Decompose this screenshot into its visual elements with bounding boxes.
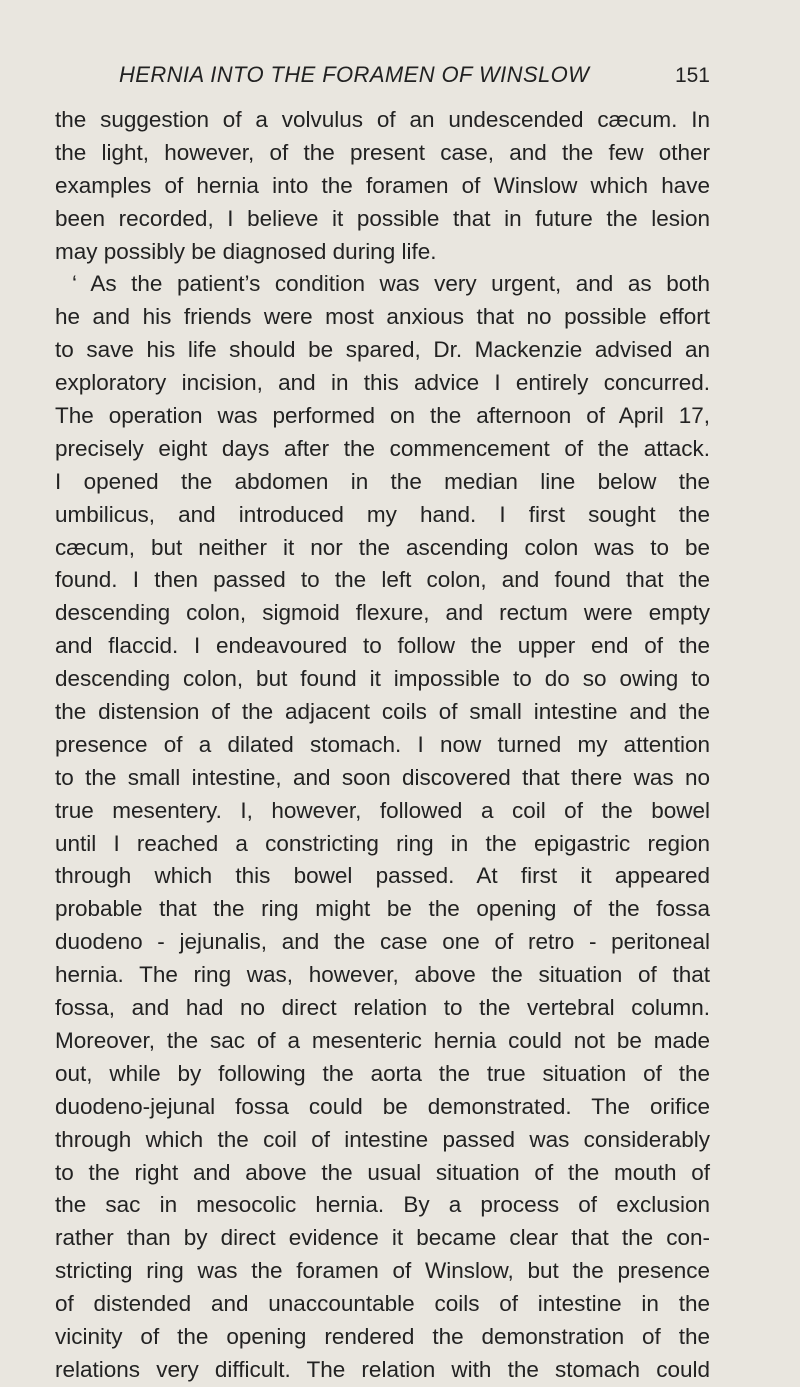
- text-line: through which this bowel passed. At first it appeared: [55, 863, 710, 889]
- text-line: exploratory incision, and in this advice I entirely concurred.: [55, 370, 710, 396]
- text-line: The operation was performed on the afternoon of April 17,: [55, 403, 710, 429]
- text-line: the light, however, of the present case, and the few other: [55, 139, 710, 165]
- text-line: the distension of the adjacent coils of small intestine and the: [55, 699, 710, 725]
- text-line: fossa, and had no direct relation to the vertebral column.: [55, 995, 710, 1021]
- text-line: to the small intestine, and soon discovered that there was no: [55, 764, 710, 790]
- text-line: to the right and above the usual situation of the mouth of: [55, 1159, 710, 1185]
- text-line: ‘ As the patient’s condition was very urgent, and as both: [72, 271, 710, 297]
- running-head: [55, 60, 710, 94]
- text-line: out, while by following the aorta the true situation of the: [55, 1060, 710, 1086]
- text-line: hernia. The ring was, however, above the situation of that: [55, 962, 710, 988]
- text-line: duodeno-jejunal fossa could be demonstrated. The orifice: [55, 1093, 710, 1119]
- text-line: rather than by direct evidence it became clear that the con-: [55, 1225, 710, 1251]
- text-line: relations very difficult. The relation with the stomach could: [55, 1356, 710, 1382]
- text-line: found. I then passed to the left colon, and found that the: [55, 567, 710, 593]
- text-line: through which the coil of intestine passed was considerably: [55, 1126, 710, 1152]
- text-line: umbilicus, and introduced my hand. I first sought the: [55, 501, 710, 527]
- text-line: I opened the abdomen in the median line below the: [55, 468, 710, 494]
- text-line: true mesentery. I, however, followed a coil of the bowel: [55, 797, 710, 823]
- text-line: and flaccid. I endeavoured to follow the upper end of the: [55, 633, 710, 659]
- text-line: Moreover, the sac of a mesenteric hernia could not be made: [55, 1027, 710, 1053]
- text-line: vicinity of the opening rendered the demonstration of the: [55, 1323, 710, 1349]
- text-line: the sac in mesocolic hernia. By a process of exclusion: [55, 1192, 710, 1218]
- text-line: may possibly be diagnosed during life.: [55, 238, 437, 264]
- body-text: [55, 104, 710, 1387]
- text-line: cæcum, but neither it nor the ascending colon was to be: [55, 534, 710, 560]
- text-line: the suggestion of a volvulus of an undescended cæcum. In: [55, 107, 710, 132]
- text-line: been recorded, I believe it possible that in future the lesion: [55, 205, 710, 231]
- text-line: probable that the ring might be the opening of the fossa: [55, 896, 710, 922]
- text-line: until I reached a constricting ring in the epigastric region: [55, 830, 710, 856]
- text-line: presence of a dilated stomach. I now turned my attention: [55, 731, 710, 757]
- text-line: stricting ring was the foramen of Winslow, but the presence: [55, 1258, 710, 1284]
- text-line: he and his friends were most anxious that no possible effort: [55, 304, 710, 330]
- text-line: examples of hernia into the foramen of Winslow which have: [55, 172, 710, 198]
- text-line: precisely eight days after the commencement of the attack.: [55, 435, 710, 461]
- page-number: 151: [674, 64, 710, 87]
- text-line: descending colon, but found it impossible to do so owing to: [55, 666, 710, 692]
- text-line: duodeno - jejunalis, and the case one of retro - peritoneal: [55, 929, 710, 955]
- text-line: of distended and unaccountable coils of intestine in the: [55, 1291, 710, 1317]
- text-line: descending colon, sigmoid flexure, and rectum were empty: [55, 600, 710, 626]
- running-title: HERNIA INTO THE FORAMEN OF WINSLOW: [119, 62, 590, 87]
- text-line: to save his life should be spared, Dr. Mackenzie advised an: [55, 337, 710, 363]
